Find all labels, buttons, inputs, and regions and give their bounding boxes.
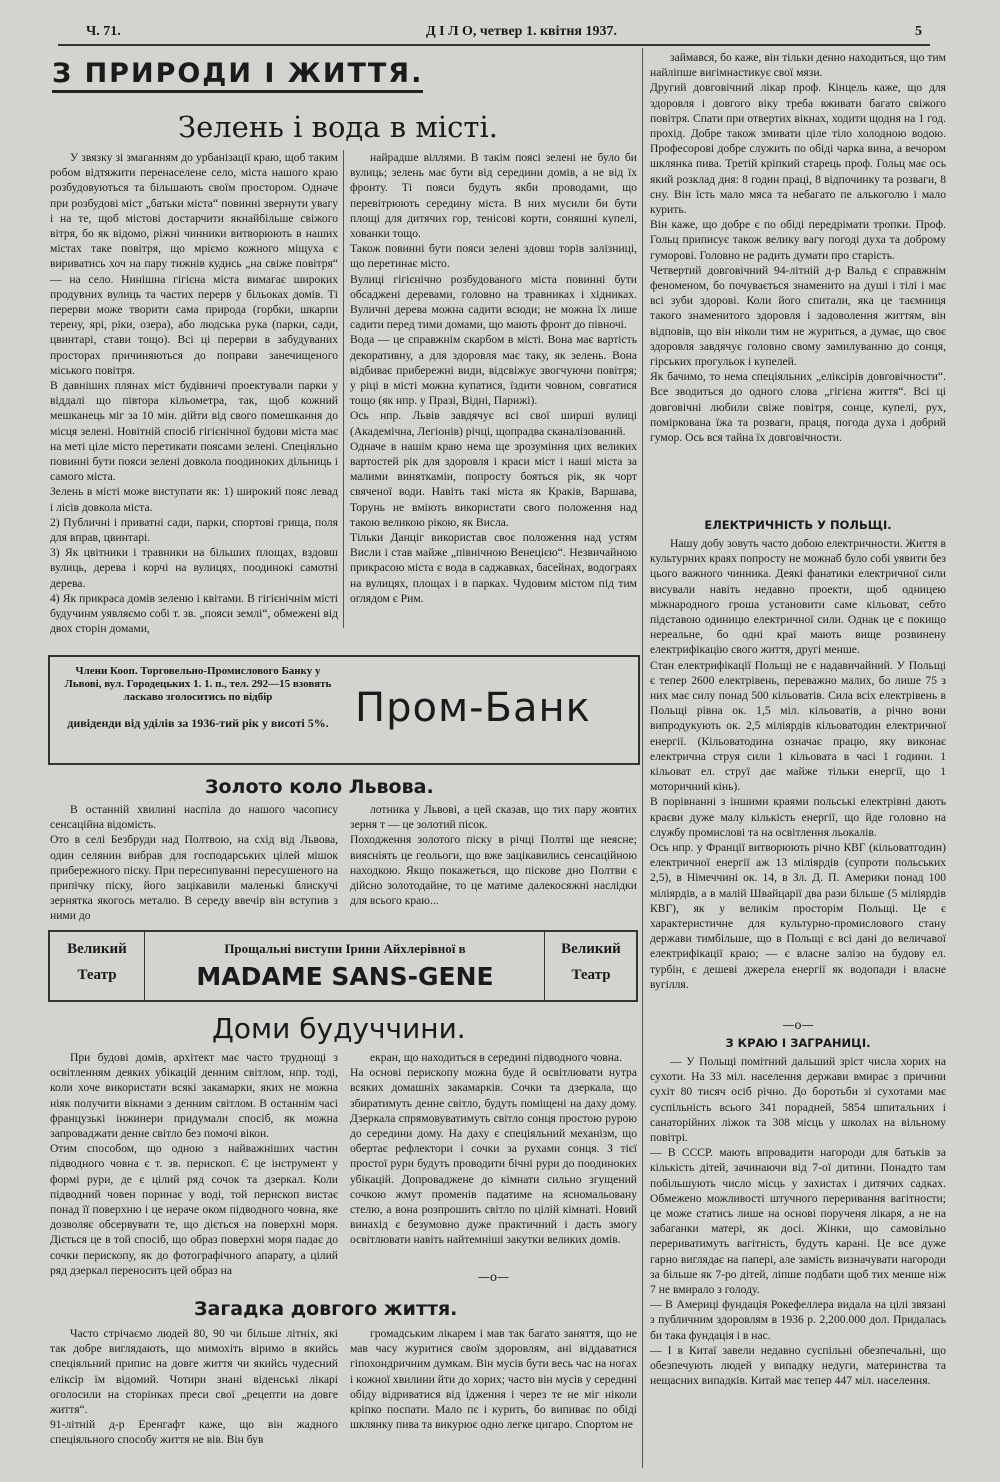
theatre-name-left — [54, 936, 140, 988]
ad-rule — [144, 932, 145, 1000]
page-header — [58, 22, 930, 46]
article-text-col2 — [350, 150, 637, 628]
gold-title: Золото коло Львова. — [205, 776, 434, 798]
abroad-text — [650, 1054, 946, 1468]
page-number: 5 — [915, 24, 922, 39]
article-paragraph: Часто стрічаємо людей 80, 90 чи більше літніх, які так добре виглядають, що мимохіть віримо в якийсь спеціяльний припис на довге життя чи якийсь чудесний еліксір їм відомий. Чотири знані віденські лікарі оголосили на сторінках преси свої „рецепти на довге життя“. 91-літній д-р Еренгафт каже, що він жадного спеціяльного способу життя не вів. Він був — [50, 1327, 338, 1447]
bank-ad-text: Члени Кооп. Торговельно-Промислового Банку у Львові, вул. Городецьких 1. 1. п., тел. 292—15 взовять ласкаво зголоситись по відбір — [64, 665, 332, 703]
article-text-col1 — [50, 150, 338, 636]
theatre-label: Великий — [561, 941, 621, 957]
masthead-date: Д І Л О, четвер 1. квітня 1937. — [426, 24, 617, 39]
bank-brand: Пром-Банк — [355, 685, 591, 731]
article-paragraph: У звязку зі змаганням до урбанізації краю, щоб таким робом відтяжити перенаселене село, міста нашого краю розбудовуються та більшають своїм простором. Одначе при розбудові міст „батьки міста“ повинні звернути увагу і на те, щоб містові достарчити якнайбільше свіжого вітря, бо як відомо, ріжні чинники витворюють в наших містах таке повітря, що мріємо кожного міщуха є вириватись хоч на пару тижнів кудись „на свіже повітря“ — на село. Нинішна гігієна міста вимагає широких продувних вулиць та частих перерв у більоках домів. Ті перерви може творити сама природа (горбки, шкарпи терену, ярі, ріки, озера), або людська рука (парки, сади, цвинтарі, стави тощо). Всі ці перерви в забудуваних просторах причиняються до поправи занечищеного міського повітря. В давніших плянах міст будівничі проектували парки у віддалі що півтора кільометра, так, щоб кожний мешканець міг за 10 мін. дійти від свого помешкання до місця зелені. Новітній спосіб гігієнічної будови міста має на меті ціле місто перетикати поясами зелені. Спеціяльно повинні бути пояси зелені довкола поодиноких дільниць і самого міста. Зелень в місті може виступати як: 1) широкий пояс левад і лісів довкола міста. 2) Публичні і приватні сади, парки, спортові грища, поля для вправ, цвинтарі. 3) Як цвітники і травники на більших площах, вздовш вулиць, дерева і корчі на вулицях, поодинокі самотні дерева. 4) Як прикраса домів зеленю і квітами. В гігієнічнім місті будучинм уявляємо собі т. зв. „пояси землі“, обмежені від двох сторін домами, — [50, 151, 338, 636]
article-paragraph: — У Польщі помітний дальший зріст числа хорих на сухоти. На 33 міл. населення держави вмирає з причини сухіт 80 тисяч осіб річно. До боротьби зі сухотами має суспільність всього 341 порадней, 5854 шпитальних і санаторійних ліжок та 308 місць у школах на вільному повітрі. — В СССР. мають впровадити нагороди для батьків за кількість дітей, зачинаючи від 7-ої дитини. Понадто там побільшують число місць у захистах і дитячих садках. Обмежено можливості штучного переривання вагітности; це може статись лише на основі порученя лікаря, а не на забаганки матері, як досі. Жінки, що самовільно перериватимуть вагітність, будуть карані. Це все дуже гарно виглядає на папері, але замість визначувати нагороди за більше як 7-ро дітей, ліпше подбати щоб тих менше ніж 7 не вмирало з голоду. — В Америці фундація Рокефеллера видала на цілі звязані з публичним здоровлям в 1936 р. 2,200.000 дол. Придалась би така фундація і в нас. — І в Китаї завели недавно суспільні обезпечальні, що обезпечують людей у випадку недуги, материнства та нещасних випадків. Китай має тепер 447 міл. населення. — [650, 1055, 946, 1388]
homes-text-col2 — [350, 1050, 637, 1272]
longlife-text-col2 — [350, 1326, 637, 1468]
theatre-label: Театр — [77, 967, 117, 983]
abroad-title: З КРАЮ І ЗАГРАНИЦІ. — [725, 1036, 871, 1050]
electricity-text — [650, 536, 946, 1016]
theatre-label: Театр — [571, 967, 611, 983]
column-rule — [343, 150, 344, 628]
homes-text-col1 — [50, 1050, 338, 1280]
bank-ad — [48, 655, 640, 765]
gold-text-col1 — [50, 802, 338, 923]
article-paragraph: Нашу добу зовуть часто добою електричности. Життя в культурних краях попросту не можнаб було собі уявити без цього важного чинника. Деякі фанатики електричної сили висували навіть недавно проекти, щоб одницею міжнародного гроша установити саме кільоват, себто підставою одиницю електричної сили. Однак це є покищо нереальне, бо одні краї мають вище розвинену електрифікацію свого життя, другі менше. Стан електрифікації Польщі не є надавичайний. У Польщі є тепер 2600 електрівень, переважно малих, бо лише 75 з них має силу понад 500 кільоватів. Сила всіх електрівень в Польщі рівна ок. 1,5 міл. кільоватів, а річно вони випродукують ок. 2,5 міліярдів кільоватодин електричної енергії. (Кільоватодина означає працю, яку виконає електрична струя сили 1 кільовата в часі 1 години. 1 кільоват ел. струї дає майже тільки енергії, що 1 моторичний кінь). В порівнанні з іншими краями польські електрівні дають краєви дуже малу кількість енергії, що йде головно на службу промисловi та на освітлення льокалів. Ось нпр. у Франції витворюють річно КВГ (кільоватгодин) електричної енергії аж 13 міліярдів (супроти польських 2,5), в Німеччині ок. 14, в Зл. Д. П. Америки понад 100 міліярдів, а в малій Швайцарії два рази більше (5 міліярдів КВГ), як у великім просторім Польщі. Це є характеристичне для культурно-промислового стану держави тимбільше, що в Польщі є всі дані до величавої електрифікації краю; — є власне залізо на будову ел. турбін, є дешеві джерела енергії як водопади і власне вугілля. — [650, 537, 946, 991]
article-paragraph: займався, бо каже, він тільки денно находиться, що тим найліпше вигімнастикує свої мязи. Другий довговічний лікар проф. Кінцель каже, що для здоровля і довгого віку треба вживати багато свіжого повітря. Спати при отвертих вікнах, ходити щодня на 1 год. прохід. Добре також змивати ціле тіло холодною водою. Професорові добре служить по обіді чарка вина, а вечором шклянка пива. Третій кріпкий старець проф. Гольц має ось який розклад дня: 8 годин праці, 8 відпочинку та розваги, 8 сну. Він їсть мало мяса та небагато пе алькоголю і мало курить. Він каже, що добре є по обіді передрімати тропки. Проф. Гольц приписує також великy вагу погоді духа та доброму гуморові. Головно не радить думати про старість. Четвертий довговічний 94-літній д-р Вальд є справжнім феноменом, бо почувається знаменито на душі і тілі і має всі зуби здорові. Коли його спитали, яка це таємниця такого знаменитого здоровля і задоволення життям, він відповів, що він ніколи тим не журиться, а думає, що своє здоровля завдячує головно свому замилуванню до сонця, гірських прогульок і купелей. Як бачимо, то нема спеціяльних „еліксірів довговічности“. Все зводиться до одного слова „гігієна життя“. Всі ці довговічні любили свіже повітря, сонце, купелі, рух, поміркована їжа та розваги, праця, погода духа і добрий гумор. Ось вся тайна їх довговічности. — [650, 51, 946, 445]
article-paragraph: найрадше віллями. В такім поясі зелені не було би вулиць; зелень має бути від середини домів, а не від їх фронту. Ті пояси будуть якби проводами, що перевітрюють середину міста. В них мусили би бути площі для дитячих гор, тенісові корти, соняшні купелі, хованки тощо. Також повинні бути пояси зелені здовш торів залізниці, що перетинає місто. Вулиці гігієнічно розбудованого міста повинні бути обсаджені деревами, головно на травниках і хідниках. Вуличні дерева можна садити всюди; не можна їх лише садити перед тими домами, що мають фронт до півночі. Вода — це справжнім скарбом в місті. Вона має вартість декоративну, а для здоровля має таку, як зелень. Вона відбиває прибережні види, відсвіжує звогчуючи повітря; у ріці в місті можна купатися, їздити човном, совгатися тощо (як нпр. у Празі, Відні, Парижі). Ось нпр. Львів завдячує всі свої ширші вулиці (Академічна, Легіонів) річці, щопрадва сканалізований. Одначе в нашім краю нема ще зрозуміння цих великих вартостей рік для здоровля і краси міст і наші міста за малими виняткаміи, попросту бояться рік, як чорт свяченої води. Навіть такі міста як Краків, Варшава, Торунь не вміють використати свого положення над такою великою рікою, як Висла. Тільки Данціг використав своє положення над устям Висли і став майже „північною Венецією“. Незвичайною прикрасою міста є вода в саджавках, басейнах, водограях на вулицях, площах і в парках. Чудовим містом під тим оглядом є Рим. — [350, 151, 637, 605]
homes-title: Доми будуччини. — [212, 1012, 466, 1045]
electricity-title: ЕЛЕКТРИЧНІСТЬ У ПОЛЬЩІ. — [704, 518, 892, 532]
bank-ad-dividend: дивіденди від уділів за 1936-тий рік у висоті 5%. — [67, 716, 329, 730]
article-paragraph: При будові домів, архітект має часто труднощі з освітленням деяких убікацій денним світлом, нпр. тоді, коли хоче використати всякі закамарки, яких не можна ніяк получити вікнами з денним світлом. В останнім часі французькі інжинери придумали спосіб, як можна запроваджати денне світло без помочі вікон. Отим способом, що одною з найважніших частин підводного човна є т. зв. перископ. Є це інструмент у формі рури, де є цілий ряд сочок та дзеркал. Коли підводний човен поринає у воді, той перископ вистає понад її поверхню і це нераче оком підводного човна, яке дозволяє обсервувати те, що діється на поверхні моря. Діється це в той спосіб, що образ поверхні моря падає до сочки перископу, як до фотографічного апарату, а цілий ряд дзеркал переносить цей образ на — [50, 1051, 338, 1277]
article-paragraph: лотника у Львові, а цей сказав, що тих пару жовтих зерня т — це золотий пісок. Походження золотого піску в річці Полтві ще неясне; виясніять це геольоги, що вже зацікавились сенсаційною находкою. Якщо покажеться, що піскове дно Полтви є дійсно золотодайне, то це матиме далекосяжні наслідки для всього краю... — [350, 803, 637, 908]
section-title: З ПРИРОДИ І ЖИТТЯ. — [52, 58, 423, 93]
divider: —o— — [477, 1270, 510, 1284]
column-rule — [642, 48, 643, 1468]
longlife-title: Загадка довгого життя. — [194, 1298, 458, 1320]
longlife-continued — [650, 50, 946, 505]
article-paragraph: екран, що находиться в середині підводного човна. На основі перископу можна буде й освітлювати нутра всяких домашніх закамарків. Сочки та дзеркала, що збиратимуть денне світло, будуть поміщені на даху дому. Дзеркала спрямовуватимуть світло сонця простою рурою до середини дому. На даху є спеціяльний механізм, що обертає рефлектори і сочки за рухами сонця. З тієї простої рури будуть проводити бічні рури до поодиноких убікацій. Допроваджене до кімнати сильно згущений сочкою жмут променів падатиме на ясномальовану стелю, а вона розпрошить світло по цілій кімнаті. Новий винахід є безумовно дуже практичний і дасть змогу освітлювати навіть найтемніші закутки великих домів. — [350, 1051, 637, 1247]
issue-number: Ч. 71. — [86, 24, 121, 39]
theatre-subtitle: Прощальні виступи Ірини Айхлерівної в — [224, 941, 466, 956]
longlife-text-col1 — [50, 1326, 338, 1468]
theatre-label: Великий — [67, 941, 127, 957]
article-paragraph: В останній хвилині наспіла до нашого часопису сенсаційна відомість. Ото в селі Безбруди над Полтвою, на схід від Львова, один селянин вибрав для господарських цілей мішок прибережного піску. При пересипуванні пересушеного на припічку піску, його зацікавили маленькі блискучі зернятка якогось металю. В середу ввечір він вступив з ними до — [50, 803, 338, 923]
theatre-name-right — [548, 936, 634, 988]
article-title: Зелень і вода в місті. — [178, 110, 498, 144]
play-title: MADAME SANS-GENE — [196, 962, 494, 991]
gold-text-col2 — [350, 802, 637, 920]
theatre-ad — [48, 930, 638, 1002]
ad-rule — [544, 932, 545, 1000]
divider: —o— — [782, 1018, 814, 1032]
article-paragraph: громадським лікарем і мав так багато заняття, що не мав часу журитися своїм здоровлям, ані віддаватися гіпохондричним думкам. Він мусів бути весь час на ногах і кожної хвилини йти до хорих; часто він мусів у середині обіду відриватися від їдження і через те не міг ніколи кріпко поспати. Мало пє і курить, бо випиває по обіді шклянку пива та викурює одно легке цигаро. Спортом не — [350, 1327, 637, 1432]
